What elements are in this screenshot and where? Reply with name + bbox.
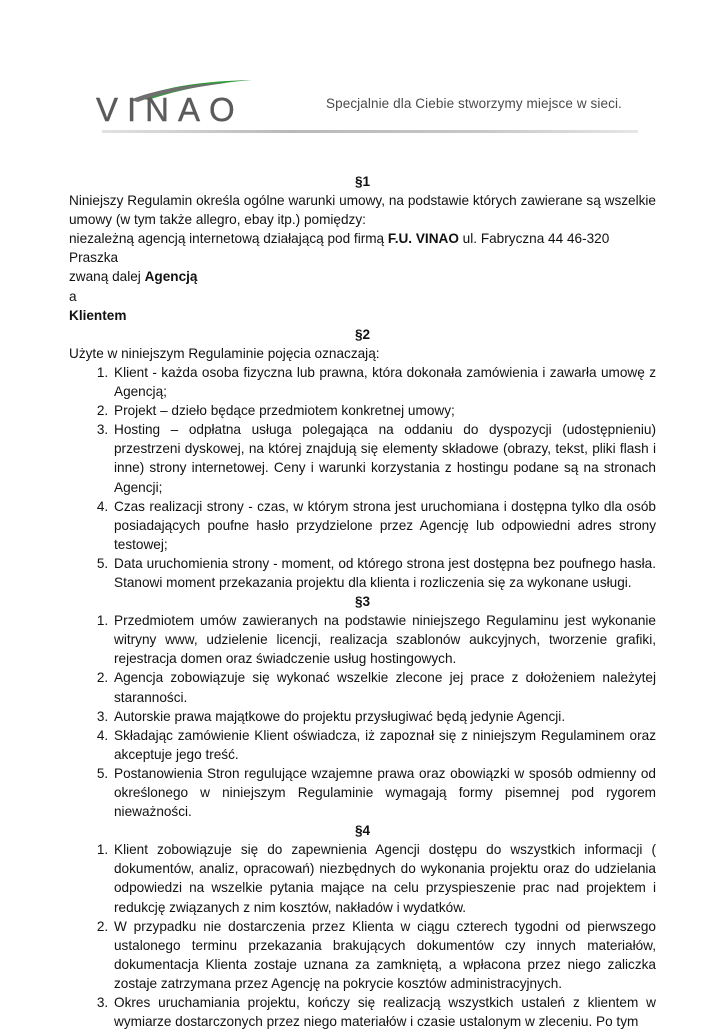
list-item: 1. Klient zobowiązuje się do zapewnienia Agencji dostępu do wszystkich informacji ( dokumentów, analiz, opracowań) niezbędnych do wykonania projektu oraz do udzielania odpowiedzi na wszelkie pytania mające na celu przyspieszenie prac nad projektem i redukcję związanych z nim kosztów, nakładów i wydatków. — [112, 840, 656, 916]
list-item: 5. Data uruchomienia strony - moment, od którego strona jest dostępna bez poufnego hasła. Stanowi moment przekazania projektu dla klienta i rozliczenia się za wykonane usługi. — [112, 554, 656, 592]
list-item: 3. Hosting – odpłatna usługa polegająca na oddaniu do dyspozycji (udostępnieniu) przestrzeni dyskowej, na której znajdują się elementy składowe (obrazy, tekst, pliki flash i inne) strony internetowej. Ceny i warunki korzystania z hostingu podane są na stronach Agencji; — [112, 420, 656, 496]
header-divider — [102, 130, 638, 133]
called-line — [69, 267, 656, 286]
section-4-heading: §4 — [354, 823, 371, 839]
agency-line-post: ul. Fabryczna 44 46-320 Praszka — [69, 231, 610, 266]
logo-wordmark: VINAO — [96, 91, 244, 128]
tagline: Specjalnie dla Ciebie stworzymy miejsce w sieci. — [326, 96, 622, 111]
section-1-intro: Niniejszy Regulamin określa ogólne warunki umowy, na podstawie których zawierane są wszelkie umowy (w tym także allegro, ebay itp.) pomiędzy: — [69, 193, 656, 228]
section-3-list — [69, 611, 656, 821]
list-item: 2. Projekt – dzieło będące przedmiotem konkretnej umowy; — [112, 401, 656, 420]
list-item: 3. Autorskie prawa majątkowe do projektu przysługiwać będą jedynie Agencji. — [112, 707, 656, 726]
section-2-list — [69, 363, 656, 592]
list-item: 2. Agencja zobowiązuje się wykonać wszelkie zlecone jej prace z dołożeniem należytej staranności. — [112, 668, 656, 706]
section-2-intro: Użyte w niniejszym Regulaminie pojęcia oznaczają: — [69, 345, 380, 361]
list-item: 1. Przedmiotem umów zawieranych na podstawie niniejszego Regulaminu jest wykonanie witryny www, udzielenie licencji, realizacja szablonów aukcyjnych, tworzenie grafiki, rejestracja domen oraz świadczenie usług hostingowych. — [112, 611, 656, 668]
agency-line-pre: niezależną agencją internetową działającą pod firmą — [69, 231, 388, 247]
letterhead — [96, 76, 636, 138]
section-3-heading: §3 — [354, 594, 371, 610]
agency-line — [69, 229, 656, 267]
list-item: 1. Klient - każda osoba fizyczna lub prawna, która dokonała zamówienia i zawarła umowę z Agencją; — [112, 363, 656, 401]
and-line: a — [69, 288, 77, 304]
client-line — [69, 306, 656, 325]
vinao-logo — [96, 76, 322, 128]
called-name: Agencją — [144, 269, 198, 285]
section-4-list — [69, 840, 656, 1031]
list-item: 4. Czas realizacji strony - czas, w którym strona jest uruchomiana i dostępna tylko dla osób posiadających poufne hasło przydzielone przez Agencję lub odpowiedni adres strony testowej; — [112, 497, 656, 554]
list-item: 3. Okres uruchamiania projektu, kończy się realizacją wszystkich ustaleń z klientem w wymiarze dostarczonych przez niego materiałów i czasie ustalonym w zleceniu. Po tym — [112, 993, 656, 1031]
regulations-body — [69, 172, 656, 1031]
section-1-heading: §1 — [354, 174, 371, 189]
called-pre: zwaną dalej — [69, 269, 145, 285]
section-2-heading: §2 — [354, 326, 371, 342]
list-item: 4. Składając zamówienie Klient oświadcza, iż zapoznał się z niniejszym Regulaminem oraz akceptuje jego treść. — [112, 726, 656, 764]
list-item: 2. W przypadku nie dostarczenia przez Klienta w ciągu czterech tygodni od pierwszego ustalonego terminu przekazania brakujących dokumentów czy innych materiałów, dokumentacja Klienta zostaje uznana za zamkniętą, a wpłacona przez niego zaliczka zostaje zatrzymana przez Agencję na pokrycie kosztów administracyjnych. — [112, 917, 656, 993]
list-item: 5. Postanowienia Stron regulujące wzajemne prawa oraz obowiązki w sposób odmienny od określonego w niniejszym Regulaminie wymagają formy pisemnej pod rygorem nieważności. — [112, 764, 656, 821]
agency-name: F.U. VINAO — [387, 231, 459, 247]
client-label: Klientem — [69, 307, 127, 323]
